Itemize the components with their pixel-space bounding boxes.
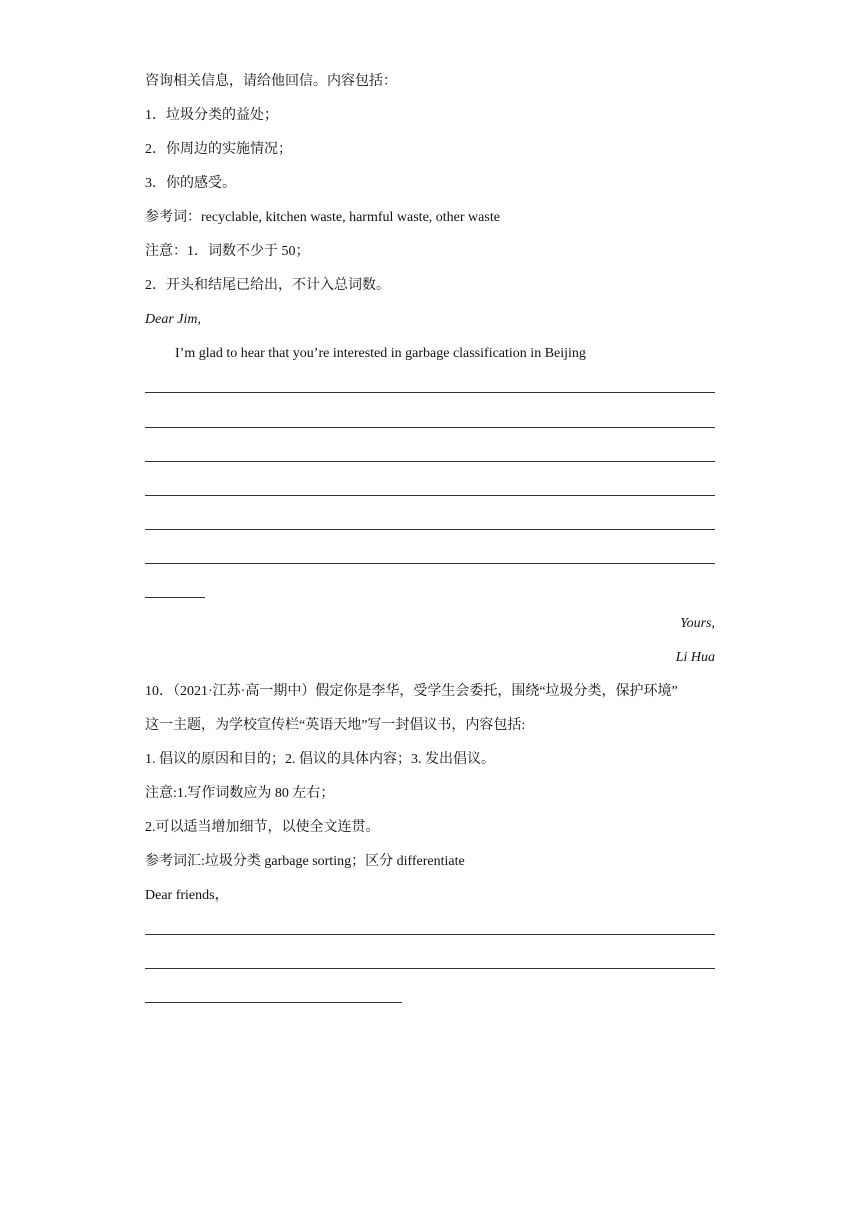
q9-point-2: 2．你周边的实施情况； — [145, 142, 292, 157]
q9-note-1: 注意：1．词数不少于 50； — [145, 244, 310, 259]
answer-line — [145, 427, 715, 428]
answer-line — [145, 934, 715, 935]
answer-line — [145, 563, 715, 564]
q9-reference-words: 参考词：recyclable, kitchen waste, harmful waste, other waste — [145, 210, 500, 225]
q10-note-2: 2.可以适当增加细节，以使全文连贯。 — [145, 820, 380, 835]
answer-line — [145, 392, 715, 393]
answer-line — [145, 968, 715, 969]
q10-header: 10．（2021·江苏·高一期中）假定你是李华，受学生会委托，围绕“垃圾分类，保护环境” — [145, 684, 678, 699]
q9-opening-sentence: I’m glad to hear that you’re interested in garbage classification in Beijing — [175, 346, 586, 361]
answer-line — [145, 495, 715, 496]
q10-vocab: 参考词汇:垃圾分类 garbage sorting；区分 differentiate — [145, 854, 465, 869]
answer-line — [145, 529, 715, 530]
q9-point-3: 3．你的感受。 — [145, 176, 236, 191]
q10-note-1: 注意:1.写作词数应为 80 左右； — [145, 786, 335, 801]
q9-intro: 咨询相关信息，请给他回信。内容包括： — [145, 74, 397, 89]
answer-line-short — [145, 1002, 402, 1003]
q9-point-1: 1．垃圾分类的益处； — [145, 108, 278, 123]
q10-content: 1. 倡议的原因和目的；2. 倡议的具体内容；3. 发出倡议。 — [145, 752, 495, 767]
q10-salutation: Dear friends， — [145, 888, 229, 903]
answer-line-short — [145, 597, 205, 598]
q9-salutation: Dear Jim, — [145, 312, 201, 327]
q10-header-cont: 这一主题，为学校宣传栏“英语天地”写一封倡议书，内容包括: — [145, 718, 526, 733]
answer-line — [145, 461, 715, 462]
q9-closing: Yours, — [680, 616, 715, 631]
q9-note-2: 2．开头和结尾已给出，不计入总词数。 — [145, 278, 390, 293]
q9-signature: Li Hua — [675, 650, 715, 665]
